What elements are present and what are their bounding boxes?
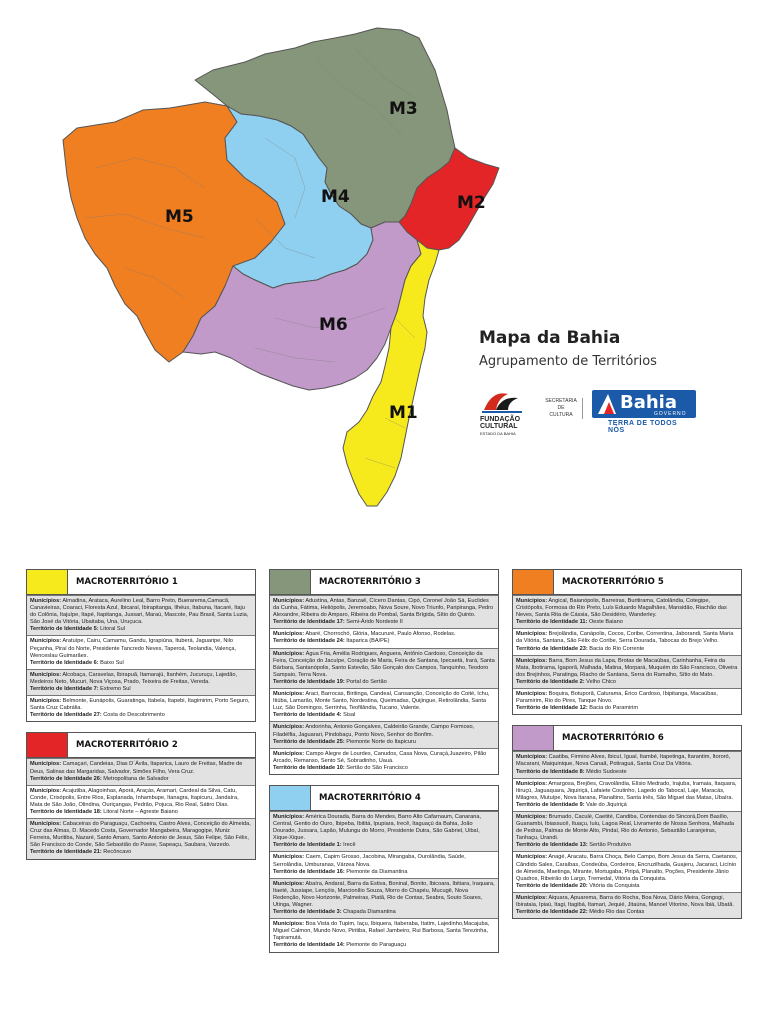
territory-label: Território de Identidade 7: xyxy=(30,686,99,693)
legend-column-3 xyxy=(512,569,742,929)
bahia-tagline: TERRA DE TODOS NÓS xyxy=(608,420,678,434)
label-m2: M2 xyxy=(457,193,486,213)
macro-title: MACROTERRITÓRIO 2 xyxy=(76,740,178,751)
macro-header xyxy=(27,570,255,595)
territory-entry xyxy=(27,595,255,635)
municipios-list: Belmonte, Eunápolis, Guaratinga, Itabela, Itapebi, Itagimirim, Porto Seguro, Santa Cruz Cabrália. xyxy=(30,698,250,712)
municipios-list: Caem, Capim Grosso, Jacobina, Mirangaba, Ourolândia, Saúde, Serrolândia, Umburanas, Várzea Nova. xyxy=(273,854,466,868)
municipios-list: Acajutiba, Alagoinhas, Aporá, Araçás, Aramari, Cardeal da Silva, Catu, Conde, Crisópolis, Entre Rios, Esplanada, Inhambupe, Itanagra, Itapicuru, Jandaíra, Mata de São João, Olindina, Ouriçangas, Pedrão, Pojuca, Rio Real, Sátiro Dias. xyxy=(30,787,239,808)
territory-label: Território de Identidade 12: xyxy=(516,705,588,712)
territory-name: Vitória da Conquista xyxy=(587,882,640,889)
color-swatch xyxy=(513,726,554,750)
territory-name: Semi-Árido Nordeste II xyxy=(344,619,403,626)
territory-name: Bacia do Rio Corrente xyxy=(587,645,645,652)
territory-label: Território de Identidade 9: xyxy=(516,801,585,808)
territory-entry xyxy=(270,878,498,918)
territory-name: Recôncavo xyxy=(101,849,132,856)
territory-name: Sisal xyxy=(341,712,356,719)
territory-label: Território de Identidade 17: xyxy=(273,619,345,626)
municipios-list: Aiquara, Apuarema, Barra do Rocha, Boa Nova, Dário Meira, Gongogi, Ibirataia, Ipiaú, Itagi, Itagibá, Itamari, Jequié, Jitaúna, Manoel Vitorino, Nova Ibiá, Ubatã. xyxy=(516,894,734,908)
territory-name: Baixo Sul xyxy=(98,659,124,666)
territory-entry xyxy=(27,695,255,721)
municipios-list: Aratuípe, Cairu, Camamu, Gandu, Igrapiúna, Ituberá, Jaguaripe, Nilo Peçanha, Piraí do Norte, Presidente Tancredo Neves, Taperoá, Teolandia, Valença, Wenceslau Guimarães. xyxy=(30,638,237,659)
territory-name: Velho Chico xyxy=(584,678,617,685)
territory-label: Território de Identidade 21: xyxy=(30,849,102,856)
municipios-list: Araci, Barrocas, Biritinga, Candeal, Cansanção, Conceição do Coité, Ichu, Itiúba, Lamarão, Monte Santo, Nordestina, Queimadas, Quijingue, Retirolândia, Santa Luz, São Domingos, Serrinha, Teofilândia, Tucano, Valente. xyxy=(273,691,490,712)
territory-entry xyxy=(270,628,498,647)
municipios-label: Municípios: xyxy=(273,880,305,887)
territory-name: Piemonte do Paraguaçu xyxy=(344,942,407,949)
governo-bahia-logo xyxy=(592,390,696,434)
territory-name: Litoral Norte – Agreste Baiano xyxy=(101,808,178,815)
territory-name: Bacia do Paramirim xyxy=(587,705,639,712)
municipios-label: Municípios: xyxy=(273,650,305,657)
municipios-list: Angical, Baianópolis, Barreiras, Buritirama, Catolândia, Cotegipe, Cristópolis, Formosa do Rio Preto, Luís Eduardo Magalhães, Mansidão, Riachão das Neves, Santa Rita de Cássia, São Desidério, Wanderley. xyxy=(516,598,727,619)
territory-name: Vale do Jiquiriçá xyxy=(584,801,627,808)
municipios-label: Municípios: xyxy=(273,750,305,757)
municipios-list: Boquira, Botuporã, Caturama, Érico Cardoso, Ibipitanga, Macaúbas, Paramirim, Rio do Pires, Tanque Novo. xyxy=(516,691,718,705)
territory-name: Médio Rio das Contas xyxy=(587,909,645,916)
municipios-list: Água Fria, Amélia Rodrigues, Anguera, Antônio Cardoso, Conceição da Feira, Conceição do Jacuípe, Coração de Maria, Feira de Santana, Ipecaetá, Irará, Santa Bárbara, Santanópolis, Santo Estevão, São Gonçalo dos Campos, Tanquinho, Teodoro Sampaio, Terra Nova. xyxy=(273,650,495,678)
color-swatch xyxy=(27,733,68,757)
municipios-label: Municípios: xyxy=(516,813,548,820)
territory-name: Costa do Descobrimento xyxy=(101,712,165,719)
territory-label: Território de Identidade 4: xyxy=(273,712,342,719)
macro-box xyxy=(512,725,742,919)
territory-name: Chapada Diamantina xyxy=(341,909,396,916)
label-m6: M6 xyxy=(319,315,348,335)
municipios-list: Amargosa, Brejões, Cravolândia, Elísio Medrado, Irajuba, Iramaia, Itaquara, Itiruçú, Jaguaquara, Jiquiriçá, Lafaiete Coutinho, Lagedo do Tabocal, Laje, Maracás, Milagres, Mutuípe, Nova Itarana, Planaltino, Santa Inês, São Miguel das Matas, Ubaíra. xyxy=(516,780,737,801)
territory-entry xyxy=(270,688,498,721)
macro-header xyxy=(270,570,498,595)
macro-header xyxy=(270,786,498,811)
macro-header xyxy=(27,733,255,758)
territory-name: Portal do Sertão xyxy=(344,678,387,685)
color-swatch xyxy=(270,786,311,810)
macro-title: MACROTERRITÓRIO 3 xyxy=(319,577,421,587)
municipios-label: Municípios: xyxy=(30,671,62,678)
municipios-list: Cabaceiras do Paraguaçu, Cachoeira, Castro Alves, Conceição do Almeida, Cruz das Almas, D. Macedo Costa, Governador Mangabeira, Maragogipe, Muniz Ferreira, Muritiba, Nazaré, Santo Amaro, Santo Antonio de Jesus, São Felipe, São Félix, São Francisco do Conde, São Sebastião do Passe, Sapeaçu, Saubara, Varzedo. xyxy=(30,821,251,849)
territory-entry xyxy=(27,669,255,695)
territory-label: Território de Identidade 24: xyxy=(273,638,345,645)
municipios-list: Brumado, Caculé, Caetité, Candiba, Contendas do Sincorá,Dom Basílio, Guanambi, Ibiassucê, Ituaçu, Iuiu, Lagoa Real, Livramento de Nossa Senhora, Malhada de Pedras, Palmas de Monte Alto, Pindaí, Rio do Antonio, Sebastião Laranjeiras, Tanhaçu, Urandi. xyxy=(516,813,734,842)
territory-label: Território de Identidade 19: xyxy=(273,678,345,685)
territory-label: Território de Identidade 23: xyxy=(516,645,588,652)
macro-box xyxy=(512,569,742,715)
territory-name: Médio Sudoeste xyxy=(584,768,627,775)
territory-label: Território de Identidade 10: xyxy=(273,764,345,771)
territory-entry xyxy=(513,892,741,918)
bahia-badge xyxy=(592,390,696,418)
municipios-list: Brejolândia, Canápolis, Cocos, Coribe, Correntina, Jaborandi, Santa Maria da Vitória, Santana, São Félix do Coribe, Serra Dourada, Tabocas do Brejo Velho. xyxy=(516,631,734,645)
territory-label: Território de Identidade 18: xyxy=(30,808,102,815)
bahia-gov-text: GOVERNO xyxy=(654,411,687,417)
fundacao-cultural-logo xyxy=(478,388,528,436)
territory-entry xyxy=(270,918,498,951)
territory-entry xyxy=(513,811,741,851)
municipios-label: Municípios: xyxy=(516,780,548,787)
municipios-label: Municípios: xyxy=(273,724,305,731)
territory-label: Território de Identidade 1: xyxy=(273,842,342,849)
label-m3: M3 xyxy=(389,99,418,119)
map-title: Mapa da Bahia xyxy=(479,328,621,348)
bahia-sail-icon xyxy=(594,390,620,418)
territory-entry xyxy=(270,721,498,747)
macro-box xyxy=(269,785,499,953)
municipios-list: América Dourada, Barra do Mendes, Barro Alto Cafarnaum, Canarana, Central, Gentio do Ouro, Ibipeba, Ibititá, Ipupiara, Irecê, Itaguaçú da Bahia, João Dourado, Jussara, Lapão, Mulungu do Morro, Presidente Dutra, São Gabriel, Uibaí, Xique-Xique. xyxy=(273,813,481,842)
municipios-list: Adustina, Antas, Banzaê, Cícero Dantas, Cipó, Coronel João Sá, Euclides da Cunha, Fátima, Heliópolis, Jeremoabo, Nova Soure, Novo Triunfo, Paripiranga, Pedro Alexandre, Ribeira do Amparo, Ribeira do Pombal, Santa Brígida, Sítio do Quinto. xyxy=(273,598,494,619)
macro-box xyxy=(26,569,256,722)
macro-box xyxy=(26,732,256,859)
bahia-word: Bahia xyxy=(620,392,677,413)
territory-entry xyxy=(270,851,498,877)
macro-box xyxy=(269,569,499,775)
municipios-label: Municípios: xyxy=(273,691,305,698)
territory-label: Território de Identidade 8: xyxy=(516,768,585,775)
territory-name: Litoral Sul xyxy=(98,626,126,633)
municipios-label: Municípios: xyxy=(516,631,548,638)
title-block xyxy=(479,328,749,369)
municipios-label: Municípios: xyxy=(516,691,548,698)
territory-entry xyxy=(513,595,741,628)
municipios-label: Municípios: xyxy=(30,598,62,604)
municipios-label: Municípios: xyxy=(273,631,305,638)
fundacao-emblem-icon xyxy=(478,388,526,416)
color-swatch xyxy=(513,570,554,594)
territory-label: Território de Identidade 2: xyxy=(516,678,585,685)
territory-entry xyxy=(513,751,741,777)
municipios-list: Camaçari, Candeias, Dias D´Ávila, Itaparica, Lauro de Freitas, Madre de Deus, Salinas das Margaridas, Salvador, Simões Filho, Vera Cruz. xyxy=(30,761,243,775)
territory-label: Território de Identidade 11: xyxy=(516,619,588,626)
municipios-list: Abaíra, Andaraí, Barra da Estiva, Boninal, Bonito, Ibicoara, Ibitiara, Iraquara, Itaeté, Jussiape, Lençóis, Marcionílio Souza, Morro do Chapéu, Mucugê, Nova Redenção, Novo Horizonte, Palmeiras, Piatã, Rio de Contas, Seabra, Souto Soares, Utinga, Wagner. xyxy=(273,880,495,908)
municipios-label: Municípios: xyxy=(516,854,548,861)
municipios-label: Municípios: xyxy=(30,638,62,645)
territory-name: Extremo Sul xyxy=(98,686,131,693)
municipios-label: Municípios: xyxy=(30,698,62,705)
municipios-list: Boa Vista do Tupim, Iaçu, Ibiquera, Itaberaba, Itatim, Lajedinho,Macajuba, Miguel Calmon, Mundo Novo, Piritiba, Rafael Jambeiro, Rui Barbosa, Santa Terezinha, Tapiramutá. xyxy=(273,921,490,942)
territory-label: Território de Identidade 16: xyxy=(273,868,345,875)
municipios-label: Municípios: xyxy=(273,921,305,928)
territory-entry xyxy=(270,748,498,774)
municipios-label: Municípios: xyxy=(516,657,548,664)
municipios-list: Anagé, Aracatu, Barra Choça, Belo Campo, Bom Jesus da Serra, Caetanos, Cândido Sales, Caraíbas, Condeúba, Cordeiros, Encruzilhada, Guajeru, Jacaraci, Licínio de Almeida, Maetinga, Mirante, Mortugaba, Piripá, Planalto, Poções, Presidente Jânio Quadros, Ribeirão do Largo, Tremedal, Vitória da Conquista. xyxy=(516,854,738,882)
municipios-label: Municípios: xyxy=(516,894,548,901)
municipios-list: Abaré, Chorrochó, Glória, Macururé, Paulo Afonso, Rodelas. xyxy=(304,631,456,638)
bahia-map xyxy=(55,18,515,518)
municipios-label: Municípios: xyxy=(516,598,548,604)
municipios-list: Campo Alegre de Lourdes, Canudos, Casa Nova, Curaçá,Juazeiro, Pilão Arcado, Remanso, Sento Sé, Sobradinho, Uauá. xyxy=(273,750,487,764)
territory-entry xyxy=(27,758,255,784)
territory-name: Itaparica (BA/PE) xyxy=(344,638,390,645)
macro-title: MACROTERRITÓRIO 5 xyxy=(562,577,664,587)
territory-entry xyxy=(27,635,255,668)
territory-label: Território de Identidade 22: xyxy=(516,909,588,916)
territory-name: Metropolitana de Salvador xyxy=(101,775,169,782)
territory-entry xyxy=(270,595,498,628)
territory-entry xyxy=(513,778,741,811)
municipios-list: Andorinha, Antonio Gonçalves, Caldeirão Grande, Campo Formoso, Filadélfia, Jaguarari, Pindobaçu, Ponto Novo, Senhor do Bonfim. xyxy=(273,724,475,738)
territory-name: Piemonte Norte do Itapicuru xyxy=(344,738,416,745)
municipios-list: Alcobaça, Caravelas, Ibirapuã, Itamarajú, Itanhém, Jucuruçu, Lajedão, Medeiros Neto, Mucuri, Nova Viçosa, Prado, Teixeira de Freitas, Vereda. xyxy=(30,671,238,685)
fundacao-cultural-text: FUNDAÇÃO CULTURAL ESTADO DA BAHIA xyxy=(480,416,521,436)
municipios-label: Municípios: xyxy=(516,754,548,761)
municipios-label: Municípios: xyxy=(30,787,62,794)
territory-label: Território de Identidade 26: xyxy=(30,775,102,782)
municipios-list: Almadina, Arataca, Aurelino Leal, Barro Preto, Buerarema,Camacã, Canavieiras, Coaraci, Floresta Azul, Ibicaraí, Ibirapitanga, Ilhéus, Itabuna, Itacaré, Itaju do Colônia, Itajuípe, Itapé, Itapitanga, Jussari, Maraú, Mascote, Pau Brasil, Santa Luzia, São José da Vitória, Ubaitaba, Una, Uruçuca. xyxy=(30,598,249,626)
territory-name: Irecê xyxy=(341,842,356,849)
territory-entry xyxy=(27,785,255,818)
municipios-label: Municípios: xyxy=(273,598,305,604)
territory-entry xyxy=(27,818,255,858)
macro-header xyxy=(513,726,741,751)
territory-label: Território de Identidade 14: xyxy=(273,942,345,949)
macro-title: MACROTERRITÓRIO 6 xyxy=(562,733,664,744)
color-swatch xyxy=(27,570,68,594)
territory-label: Território de Identidade 6: xyxy=(30,659,99,666)
territory-label: Território de Identidade 27: xyxy=(30,712,102,719)
color-swatch xyxy=(270,570,311,594)
label-m4: M4 xyxy=(321,187,350,207)
municipios-label: Municípios: xyxy=(30,761,62,768)
legend-column-1 xyxy=(26,569,256,870)
map-subtitle: Agrupamento de Territórios xyxy=(479,354,657,369)
macro-title: MACROTERRITÓRIO 1 xyxy=(76,577,178,587)
territory-name: Piemonte da Diamantina xyxy=(344,868,408,875)
territory-entry xyxy=(270,811,498,851)
territory-entry xyxy=(513,851,741,891)
territory-label: Território de Identidade 13: xyxy=(516,842,588,849)
territory-entry xyxy=(513,655,741,688)
territory-entry xyxy=(513,688,741,714)
macro-header xyxy=(513,570,741,595)
territory-name: Oeste Baiano xyxy=(587,619,623,626)
municipios-list: Barra, Bom Jesus da Lapa, Brotas de Macaúbas, Carinhanha, Feira da Mata, Ibotirama, Igaporã, Malhada, Matina, Morpará, Muquém do São Francisco, Oliveira dos Brejinhos, Paratinga, Riacho de Santana, Serra do Ramalho, Sítio do Mato. xyxy=(516,657,738,678)
territory-name: Sertão Produtivo xyxy=(587,842,631,849)
territory-name: Sertão do São Francisco xyxy=(344,764,408,771)
municipios-label: Municípios: xyxy=(273,813,305,820)
macro-title: MACROTERRITÓRIO 4 xyxy=(319,792,421,803)
territory-label: Território de Identidade 3: xyxy=(273,909,342,916)
municipios-label: Municípios: xyxy=(30,821,62,828)
label-m5: M5 xyxy=(165,207,194,227)
territory-entry xyxy=(270,648,498,688)
territory-label: Território de Identidade 20: xyxy=(516,882,588,889)
municipios-list: Caatiba, Firmino Alves, Ibicuí, Iguaí, Itambé, Itapetinga, Itarantim, Itororó, Macarani, Maiquinique, Nova Canaã, Potiraguá, Santa Cruz Da Vitória. xyxy=(516,754,731,768)
secretaria-cultura-text: SECRETARIA DE CULTURA xyxy=(544,398,583,419)
legend-column-2 xyxy=(269,569,499,963)
label-m1: M1 xyxy=(389,403,418,423)
territory-entry xyxy=(513,628,741,654)
logos xyxy=(478,388,718,438)
territory-label: Território de Identidade 5: xyxy=(30,626,99,633)
territory-label: Território de Identidade 25: xyxy=(273,738,345,745)
municipios-label: Municípios: xyxy=(273,854,305,861)
